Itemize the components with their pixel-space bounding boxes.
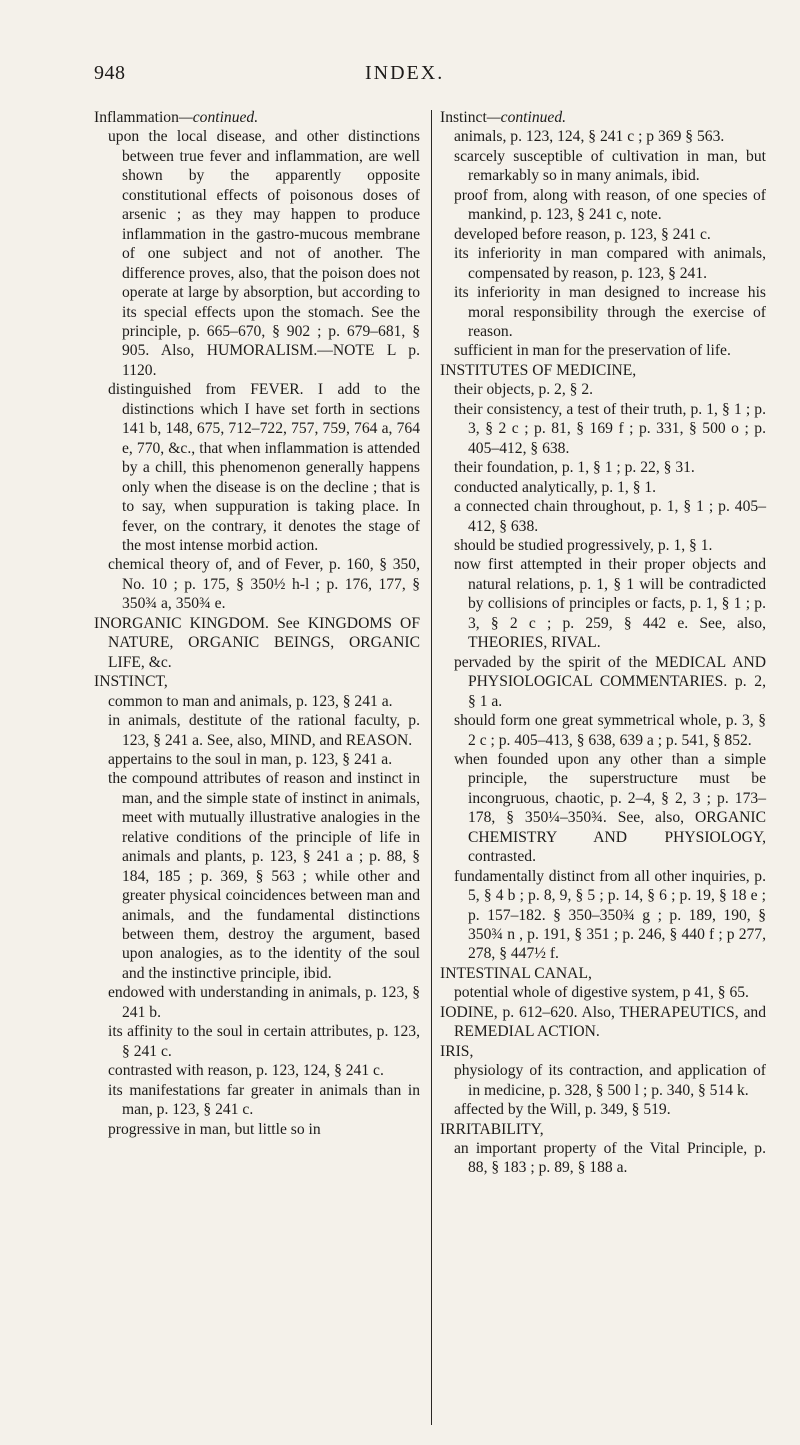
entry-heading xyxy=(94,108,420,127)
index-subentry: its manifestations far greater in animals than in man, p. 123, § 241 c. xyxy=(108,1081,420,1119)
index-subentry: the compound attributes of reason and instinct in man, and the simple state of instinct in animals, meet with mutually illustrative analogies in the relative conditions of the principle of life in animals and plants, p. 123, § 241 a ; p. 88, § 184, 185 ; p. 369, § 563 ; while other and greater physical coincidences between man and animals, and the fundamental distinctions between them, destroy the argument, based upon analogies, as to the identity of the soul and the instinctive principle, ibid. xyxy=(108,770,420,982)
index-subentry: their consistency, a test of their truth, p. 1, § 1 ; p. 3, § 2 c ; p. 81, § 169 f ; p. 331, § 500 o ; p. 405–412, § 638. xyxy=(454,400,766,457)
index-subentry: sufficient in man for the preservation of life. xyxy=(454,342,731,360)
index-subentry: fundamentally distinct from all other inquiries, p. 5, § 4 b ; p. 8, 9, § 5 ; p. 14, § 6 ; p. 19, § 18 e ; p. 157–182. § 350–350¾ g ; p. 189, 190, § 350¾ n , p. 191, § 351 ; p. 246, § 440 f ; p 277, 278, § 447½ f. xyxy=(454,867,766,963)
page-header xyxy=(0,62,800,92)
index-entry: IODINE, p. 612–620. Also, THERAPEUTICS, and REMEDIAL ACTION. xyxy=(440,1003,766,1041)
page-number: 948 xyxy=(94,62,126,84)
index-subentry: animals, p. 123, 124, § 241 c ; p 369 § 563. xyxy=(454,128,725,146)
index-entry: IRIS, xyxy=(440,1042,474,1060)
continued-label: —continued. xyxy=(178,109,259,126)
index-subentry: distinguished from FEVER. I add to the distinctions which I have set forth in sections 141 b, 148, 675, 712–722, 757, 759, 764 a, 764 e, 770, &c., that when inflammation is attended by a chill, this phenomenon generally happens only when the disease is on the decline ; that is to say, when suppuration is taking place. In fever, on the contrary, it denotes the stage of the most intense morbid action. xyxy=(108,381,420,554)
column-divider xyxy=(431,110,432,1425)
index-subentry: should be studied progressively, p. 1, § 1. xyxy=(454,536,713,554)
left-column xyxy=(94,108,420,1139)
index-subentry: scarcely susceptible of cultivation in man, but remarkably so in many animals, ibid. xyxy=(454,147,766,185)
entry-heading xyxy=(440,108,766,127)
running-head: INDEX. xyxy=(365,62,445,84)
index-subentry: endowed with understanding in animals, p. 123, § 241 b. xyxy=(108,984,420,1021)
entry-head: Inflammation xyxy=(94,109,179,126)
right-column xyxy=(440,108,766,1178)
index-subentry: developed before reason, p. 123, § 241 c. xyxy=(454,225,711,243)
index-subentry: potential whole of digestive system, p 41, § 65. xyxy=(454,984,749,1002)
index-subentry: now first attempted in their proper objects and natural relations, p. 1, § 1 will be contradicted by collisions of principles or facts, p. 1, § 1 ; p. 3, § 2 c ; p. 259, § 442 e. See, also, THEORIES, RIVAL. xyxy=(454,556,766,652)
index-subentry: progressive in man, but little so in xyxy=(108,1120,321,1138)
index-entry: INSTITUTES OF MEDICINE, xyxy=(440,361,637,379)
index-subentry: chemical theory of, and of Fever, p. 160, § 350, No. 10 ; p. 175, § 350½ h-l ; p. 176, 177, § 350¾ a, 350¾ e. xyxy=(108,556,420,613)
index-subentry: should form one great symmetrical whole, p. 3, § 2 c ; p. 405–413, § 638, 639 a ; p. 541, § 852. xyxy=(454,712,766,749)
index-subentry: an important property of the Vital Principle, p. 88, § 183 ; p. 89, § 188 a. xyxy=(454,1140,766,1177)
index-subentry: upon the local disease, and other distinctions between true fever and inflammation, are well shown by the apparently opposite constitutional effects of poisonous doses of arsenic ; as they may happen to produce inflammation in the gastro-mucous membrane of one subject and not of another. The difference proves, also, that the poison does not operate at large by absorption, but according to its special effects upon the stomach. See the principle, p. 665–670, § 902 ; p. 679–681, § 905. Also, HUMORALISM.—NOTE L p. 1120. xyxy=(108,128,420,379)
index-subentry: pervaded by the spirit of the MEDICAL AND PHYSIOLOGICAL COMMENTARIES. p. 2, § 1 a. xyxy=(454,653,766,710)
index-entry: INORGANIC KINGDOM. See KINGDOMS OF NATURE, ORGANIC BEINGS, ORGANIC LIFE, &c. xyxy=(94,614,420,671)
index-subentry: their objects, p. 2, § 2. xyxy=(454,381,594,399)
index-subentry: its affinity to the soul in certain attributes, p. 123, § 241 c. xyxy=(108,1023,420,1060)
index-subentry: its inferiority in man designed to increase his moral responsibility through the exercise of reason. xyxy=(454,284,766,340)
index-subentry: contrasted with reason, p. 123, 124, § 241 c. xyxy=(108,1062,384,1080)
index-subentry: common to man and animals, p. 123, § 241 a. xyxy=(108,692,393,710)
index-subentry: appertains to the soul in man, p. 123, § 241 a. xyxy=(108,750,393,768)
entry-head: Instinct xyxy=(440,109,487,126)
index-subentry: in animals, destitute of the rational faculty, p. 123, § 241 a. See, also, MIND, and REASON. xyxy=(108,712,420,749)
index-subentry: a connected chain throughout, p. 1, § 1 ; p. 405–412, § 638. xyxy=(454,498,766,535)
index-subentry: its inferiority in man compared with animals, compensated by reason, p. 123, § 241. xyxy=(454,245,766,282)
continued-label: —continued. xyxy=(486,109,567,126)
index-entry: IRRITABILITY, xyxy=(440,1120,544,1138)
index-subentry: when founded upon any other than a simple principle, the superstructure must be incongruous, chaotic, p. 2–4, § 2, 3 ; p. 173–178, § 350¼–350¾. See, also, ORGANIC CHEMISTRY AND PHYSIOLOGY, contrasted. xyxy=(454,750,766,866)
index-subentry: affected by the Will, p. 349, § 519. xyxy=(454,1101,671,1119)
index-subentry: proof from, along with reason, of one species of mankind, p. 123, § 241 c, note. xyxy=(454,186,766,224)
index-entry: INTESTINAL CANAL, xyxy=(440,964,592,982)
index-entry: INSTINCT, xyxy=(94,673,168,691)
index-subentry: physiology of its contraction, and application of in medicine, p. 328, § 500 l ; p. 340, § 514 k. xyxy=(454,1062,766,1099)
index-subentry: conducted analytically, p. 1, § 1. xyxy=(454,478,657,496)
index-subentry: their foundation, p. 1, § 1 ; p. 22, § 31. xyxy=(454,459,695,477)
